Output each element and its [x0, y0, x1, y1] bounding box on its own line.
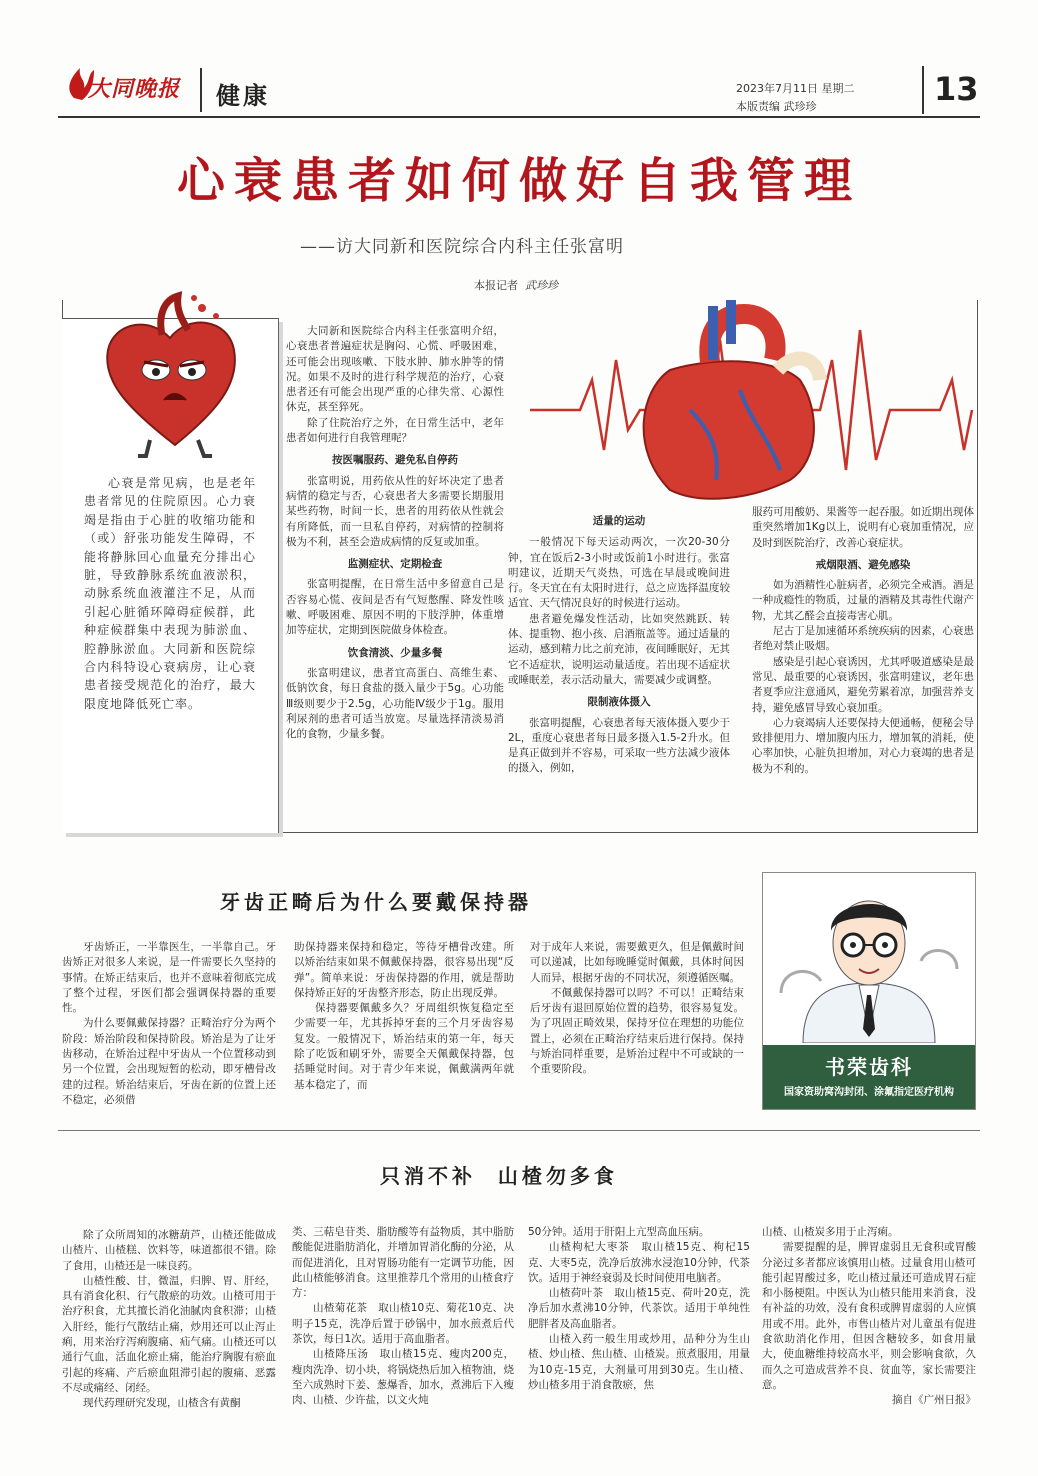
paragraph: 不佩戴保持器可以吗？不可以！正畸结束后牙齿有退回原始位置的趋势，很容易复发。为了巩固正畸效果，保持牙位在理想的功能位置上，必须在正畸治疗结束后进行保持。保持与矫治同样重要，是矫治过程中不可或缺的一个重要阶段。 — [530, 986, 744, 1076]
lead-column-3 — [752, 505, 974, 777]
lead-col2-body — [508, 514, 730, 777]
hawthorn-column-1 — [62, 1228, 276, 1412]
hawthorn-column-2 — [292, 1225, 514, 1409]
page-number: 13 — [934, 70, 979, 108]
paragraph: 服药可用酸奶、果酱等一起吞服。如近期出现体重突然增加1Kg以上，说明有心衰加重情况，应及时到医院治疗，改善心衰症状。 — [752, 506, 974, 549]
paragraph: 类、三萜皂苷类、脂肪酸等有益物质，其中脂肪酸能促进脂肪消化，并增加胃消化酶的分泌，从而促进消化，且对胃肠功能有一定调节功能，因此山楂能够消食。这里推荐几个常用的山楂食疗方： — [292, 1226, 514, 1300]
heart-ecg-illustration — [520, 300, 976, 510]
ad-tagline: 国家资助窝沟封闭、涂氟指定医疗机构 — [784, 1087, 954, 1098]
lead-col3-body — [752, 505, 974, 777]
byline-label: 本报记者 — [474, 279, 518, 292]
paragraph: 山楂降压汤 取山楂15克、瘦肉200克，瘦肉洗净、切小块，将锅烧热后加入植物油，烧至六成熟时下姜、葱爆香，加水，煮沸后下入瘦肉、山楂、少许盐，以文火炖 — [292, 1348, 514, 1407]
subheading: 戒烟限酒、避免感染 — [815, 558, 911, 571]
hawthorn-title: 只消不补 山楂勿多食 — [380, 1164, 618, 1188]
masthead-rule — [58, 116, 980, 118]
paragraph: 患者避免爆发性活动，比如突然跳跃、转体、提重物、抱小孩、启酒瓶盖等。通过适量的运动，感到精力比之前充沛，夜间睡眠好，无其它不适症状，说明运动量适度。若出现不适症状或睡眠差，表示活动量大，需要减少或调整。 — [508, 612, 730, 686]
subheading: 饮食清淡、少量多餐 — [347, 646, 443, 659]
teeth-col3-body — [530, 940, 744, 1078]
paragraph: 张富明说，用药依从性的好坏决定了患者病情的稳定与否，心衰患者大多需要长期服用某些药物，时间一长，患者的用药依从性就会有所降低，而一旦私自停药，对病情的控制将极为不利，甚至会造成病情的反复或加重。 — [286, 474, 504, 548]
sad-heart-illustration — [90, 290, 260, 460]
paragraph: 张富明提醒，心衰患者每天液体摄入要少于2L，重度心衰患者每日最多摄入1.5-2升水。但是真正做到并不容易，可采取一些方法减少液体的摄入，例如， — [508, 716, 730, 775]
sad-heart-icon — [107, 295, 235, 456]
paragraph: 张富明提醒，在日常生活中多留意自己是否容易心慌、夜间是否有气短憋醒、降发性咳嗽、呼吸困难、原因不明的下肢浮肿，体重增加等症状，定期到医院做身体检查。 — [286, 578, 504, 637]
paragraph: 山楂枸杞大枣茶 取山楂15克、枸杞15克、大枣5克，洗净后放沸水浸泡10分钟，代茶饮。适用于神经衰弱及长时间使用电脑者。 — [528, 1241, 750, 1284]
lead-col1-body — [286, 324, 504, 742]
paragraph: 保持器要佩戴多久？牙周组织恢复稳定至少需要一年，尤其拆掉牙套的三个月牙齿容易复发。一般情况下，矫治结束的第一年，每天除了吃饭和刷牙外，需要全天佩戴保持器，包括睡觉时间。对于青少年来说，佩戴满两年就基本稳定了，而 — [294, 1002, 514, 1091]
subheading: 按医嘱服药、避免私自停药 — [332, 454, 458, 467]
dentist-cartoon-illustration — [763, 873, 975, 1043]
hawthorn-column-4 — [762, 1225, 976, 1409]
teeth-column-2 — [294, 940, 514, 1093]
paragraph: 为什么要佩戴保持器？正畸治疗分为两个阶段：矫治阶段和保持阶段。矫治是为了让牙齿移动，在矫治过程中牙齿从一个位置移动到另一个位置，会出现短暂的松动，即牙槽骨改建的过程。矫治结束后，牙齿在新的位置上还不稳定，必须借 — [62, 1017, 276, 1106]
section-name: 健康 — [216, 82, 270, 110]
subheading: 适量的运动 — [592, 515, 646, 527]
section-divider — [58, 1130, 980, 1131]
source-credit: 摘自《广州日报》 — [892, 1394, 976, 1407]
lead-title: 心衰患者如何做好自我管理 — [176, 153, 861, 209]
hawthorn-col2-body — [292, 1225, 514, 1409]
paragraph: 除了众所周知的冰糖葫芦，山楂还能做成山楂片、山楂糕、饮料等，味道都很不错。除了食用，山楂还是一味良药。 — [62, 1229, 276, 1272]
newspaper-logo — [60, 58, 200, 108]
paragraph: 50分钟。适用于肝阳上亢型高血压病。 — [528, 1226, 710, 1238]
paragraph: 山楂性酸、甘，微温，归脾、胃、肝经，具有消食化积、行气散瘀的功效。山楂可用于治疗积食，尤其擅长消化油腻肉食积滞；山楂入肝经，能行气散结止痛，炒用还可以止泻止痢，用来治疗泻痢腹痛、疝气痛。山楂还可以通行气血，活血化瘀止痛，能治疗胸腹有瘀血引起的疼痛、产后瘀血阻滞引起的腹痛、恶露不尽或痛经、闭经。 — [62, 1274, 276, 1394]
anatomical-heart-icon — [644, 300, 820, 499]
paragraph: 一般情况下每天运动两次，一次20-30分钟，宜在饭后2-3小时或饭前1小时进行。张富明建议，近期天气炎热，可选在早晨或晚间进行。冬天宜在有太阳时进行，总之应选择温度较适宜、天气情况良好的时候进行运动。 — [508, 536, 730, 610]
subheading: 监测症状、定期检查 — [347, 558, 443, 571]
hawthorn-col3-body — [528, 1225, 750, 1393]
paragraph: 除了住院治疗之外，在日常生活中，老年患者如何进行自我管理呢？ — [286, 416, 504, 445]
hawthorn-col4-body — [762, 1225, 976, 1409]
paragraph: 需要提醒的是，脾胃虚弱且无食积或胃酸分泌过多者都应该慎用山楂。过量食用山楂可能引起胃酸过多，吃山楂过量还可造成胃石症和小肠梗阻。中医认为山楂只能用来消食，没有补益的功效，没有食积或脾胃虚弱的人应慎用或不用。此外，市售山楂片对儿童虽有促进食欲助消化作用，但因含糖较多，如食用量大，使血糖维持较高水平，则会影响食欲，久而久之可造成营养不良、贫血等，家长需要注意。 — [762, 1241, 976, 1391]
subheading: 限制液体摄入 — [587, 696, 651, 709]
paragraph: 助保持器来保持和稳定，等待牙槽骨改建。所以矫治结束如果不佩戴保持器，很容易出现“反弹”。简单来说：牙齿保持器的作用，就是帮助保持矫正好的牙齿整齐形态，防止出现反弹。 — [294, 941, 514, 999]
paragraph: 感染是引起心衰诱因，尤其呼吸道感染是最常见、最重要的心衰诱因，张富明建议，老年患者夏季应注意通风，避免劳累着凉，加强营养支持，避免感冒导致心衰加重。 — [752, 655, 974, 714]
sidebar-intro: 心衰是常见病，也是老年患者常见的住院原因。心力衰竭是指由于心脏的收缩功能和（或）舒张功能发生障碍，不能将静脉回心血量充分排出心脏，导致静脉系统血液淤积，动脉系统血液灌注不足，从而引起心脏循环障碍症候群，此种症候群集中表现为肺淤血、腔静脉淤血。大同新和医院综合内科特设心衰病房，让心衰患者接受规范化的治疗，最大限度地降低死亡率。 — [84, 476, 256, 711]
ad-title: 书荣齿科 — [825, 1055, 913, 1079]
lead-column-2 — [508, 514, 730, 777]
issue-date: 2023年7月11日 星期二 — [736, 82, 855, 95]
paragraph: 山楂入药一般生用或炒用，品种分为生山楂、炒山楂、焦山楂、山楂炭。煎煮服用，用量为10克-15克，大剂量可用到30克。生山楂、炒山楂多用于消食散瘀，焦 — [528, 1333, 750, 1391]
dentist-cartoon-icon — [781, 901, 957, 1043]
paragraph: 张富明建议，患者宜高蛋白、高维生素、低钠饮食，每日食盐的摄入量少于5g。心功能Ⅲ级则要少于2.5g，心功能Ⅳ级少于1g。服用利尿剂的患者可适当放宽。尽量选择清淡易消化的食物，少量多餐。 — [286, 666, 504, 741]
paragraph: 牙齿矫正，一半靠医生，一半靠自己。牙齿矫正对很多人来说，是一件需要长久坚持的事情。在矫正结束后，也并不意味着彻底完成了整个过程，牙医们都会强调保持器的重要性。 — [62, 941, 276, 1015]
paragraph: 如为酒精性心脏病者，必须完全戒酒。酒是一种成瘾性的物质，过量的酒精及其毒性代谢产物，尤其乙醛会直接毒害心肌。 — [752, 579, 974, 622]
page-editor: 本版责编 武珍珍 — [736, 100, 817, 113]
hawthorn-col1-body — [62, 1228, 276, 1412]
teeth-col1-body — [62, 940, 276, 1108]
byline — [474, 277, 558, 293]
logo-text: 大同晚报 — [88, 76, 181, 102]
paragraph: 大同新和医院综合内科主任张富明介绍，心衰患者普遍症状是胸闷、心慌、呼吸困难，还可能会出现咳嗽、下肢水肿、肺水肿等的情况。如果不及时的进行科学规范的治疗，心衰患者还有可能会出现严重的心律失常、心源性休克，甚至猝死。 — [286, 325, 504, 414]
teeth-column-3 — [530, 940, 744, 1078]
dental-ad — [762, 872, 976, 1110]
lead-column-1 — [286, 324, 504, 742]
lead-subtitle: ——访大同新和医院综合内科主任张富明 — [300, 237, 624, 257]
paragraph: 尼古丁是加速循环系统疾病的因素，心衰患者绝对禁止吸烟。 — [752, 625, 974, 653]
paragraph: 对于成年人来说，需要戴更久，但是佩戴时间可以递减，比如每晚睡觉时佩戴，具体时间因人而异，根据牙齿的不同状况，须遵循医嘱。 — [530, 941, 744, 984]
hawthorn-column-3 — [528, 1225, 750, 1393]
byline-name: 武珍珍 — [525, 279, 558, 292]
teeth-col2-body — [294, 940, 514, 1093]
teeth-column-1 — [62, 940, 276, 1108]
paragraph: 现代药理研究发现，山楂含有黄酮 — [83, 1397, 241, 1410]
paragraph: 山楂荷叶茶 取山楂15克、荷叶20克，洗净后加水煮沸10分钟，代茶饮。适用于单纯性肥胖者及高血脂者。 — [528, 1287, 750, 1330]
teeth-title: 牙齿正畸后为什么要戴保持器 — [220, 890, 532, 914]
paragraph: 心力衰竭病人还要保持大便通畅，便秘会导致排便用力、增加腹内压力，增加氧的消耗，使心率加快，心脏负担增加，对心力衰竭的患者是极为不利的。 — [752, 716, 974, 775]
paragraph: 山楂菊花茶 取山楂10克、菊花10克、决明子15克，洗净后置于砂锅中，加水煎煮后代茶饮，每日1次。适用于高血脂者。 — [292, 1302, 514, 1346]
paragraph: 山楂、山楂炭多用于止泻痢。 — [762, 1226, 899, 1238]
